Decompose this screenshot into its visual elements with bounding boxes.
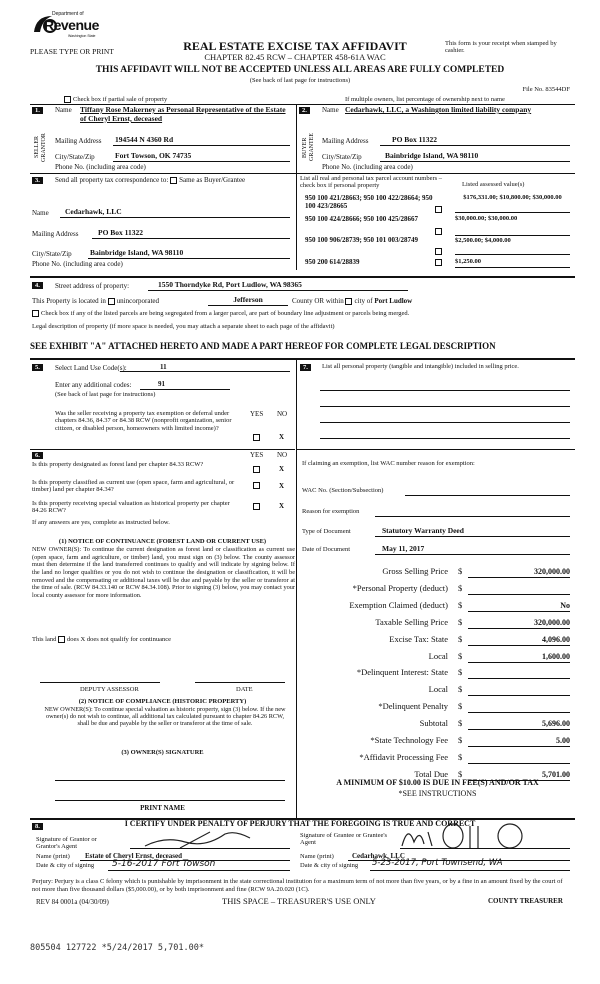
tax-row-currency: $ (458, 616, 463, 627)
historic-yes-checkbox[interactable] (253, 503, 260, 510)
claiming-exemption-label: If claiming an exemption, list WAC number reason for exemption: (302, 460, 475, 467)
tax-row-label: Local (428, 650, 448, 661)
tax-row-line (468, 763, 570, 764)
tax-row-currency: $ (458, 582, 463, 593)
doc-type-label: Type of Document (302, 528, 351, 535)
tax-row-label: *Delinquent Penalty (378, 701, 448, 712)
please-type: PLEASE TYPE OR PRINT (30, 47, 114, 56)
grantor-date-label: Date & city of signing (36, 862, 95, 869)
parcel-2-personal-checkbox[interactable] (435, 228, 442, 235)
form-chapter: CHAPTER 82.45 RCW – CHAPTER 458-61A WAC (204, 52, 386, 62)
rev-label: REV 84 0001a (04/30/09) (36, 898, 109, 906)
s5-no: NO (277, 410, 288, 418)
tax-row-line (468, 678, 570, 679)
tax-row-label: Gross Selling Price (382, 566, 448, 576)
seller-name[interactable]: Tiffany Rose Makerney as Personal Representative of the Estate of Cheryl Ernst, deceased (80, 105, 286, 123)
tax-row-currency: $ (458, 667, 463, 678)
tax-row-line (468, 712, 570, 713)
dor-logo (30, 10, 100, 40)
tax-row-value[interactable]: 5,696.00 (542, 719, 570, 729)
cashier-stamp: 805504 127722 *5/24/2017 5,701.00* (30, 943, 204, 953)
send-correspondence: Send all property tax correspondence to: Same as Buyer/Grantee (55, 176, 246, 184)
same-as-buyer-checkbox[interactable] (170, 177, 177, 184)
tax-row-currency: $ (458, 768, 463, 779)
doc-date-label: Date of Document (302, 546, 351, 553)
located-line: This Property is located in unincorporated (32, 297, 160, 305)
minimum-fee-note: A MINIMUM OF $10.00 IS DUE IN FEE(S) AND/OR TAX (336, 778, 539, 787)
owner-signature-label: (3) OWNER(S) SIGNATURE (121, 749, 204, 756)
tax-row-currency: $ (458, 718, 463, 729)
seller-addr[interactable]: 194544 N 4360 Rd (115, 135, 174, 144)
buyer-city-label: City/State/Zip (322, 153, 362, 161)
treasurer-note: THIS SPACE – TREASURER'S USE ONLY (222, 896, 376, 906)
city-of-checkbox[interactable] (345, 298, 352, 305)
seller-side-label: SELLER GRANTOR (34, 133, 47, 162)
grantee-name[interactable]: Cedarhawk, LLC (352, 852, 405, 860)
personal-property-label: List all personal property (tangible and intangible) included in selling price. (322, 363, 519, 370)
grantor-name-label: Name (print) (36, 853, 70, 860)
tax-row-value[interactable]: 5.00 (556, 736, 570, 745)
tax-row-value[interactable]: 320,000.00 (534, 617, 570, 627)
q-current-use: Is this property classified as current use (open space, farm and agricultural, or timber) land per chapter 84.34? (32, 479, 235, 494)
parcel-acct-4[interactable]: 950 200 614/28839 (305, 258, 360, 266)
s3-addr-label: Mailing Address (32, 230, 79, 238)
segregated-checkbox[interactable] (32, 310, 39, 317)
exhibit-note: SEE EXHIBIT "A" ATTACHED HERETO AND MADE A PART HEREOF FOR COMPLETE LEGAL DESCRIPTION (30, 341, 496, 351)
notice-continuance-body: NEW OWNER(S): To continue the current designation as forest land or classification as current use (open space, farm and agriculture, or timber) land, you must sign on (3) below. The county assessor must then determine if the land transferred continues to qualify and will indicate by signing below. If the land no longer qualifies or you do not wish to continue the designation or classification, it will be removed and the compensating or additional taxes will be due and payable by the seller or transferor at the time of sale. (RCW 84.33.140 or RCW 84.34.108). Prior to signing (3) below, you may contact your local county assessor for more information. (32, 546, 295, 600)
section-2-number: 2. (299, 106, 310, 114)
tax-row-currency: $ (458, 735, 463, 745)
street-label: Street address of property: (55, 282, 130, 290)
s5-yes: YES (250, 410, 264, 418)
section-1-number: 1. (32, 106, 43, 114)
county-name[interactable]: Jefferson (233, 295, 263, 304)
street-address[interactable]: 1550 Thorndyke Rd, Port Ludlow, WA 98365 (158, 280, 302, 289)
forest-no-answer[interactable]: X (279, 465, 285, 473)
tax-row-currency: $ (458, 633, 463, 644)
seller-phone-label: Phone No. (including area code) (55, 163, 146, 171)
section-8-number: 8. (32, 822, 43, 830)
tax-row-line (468, 746, 570, 747)
reason-label: Reason for exemption (302, 508, 360, 515)
tax-row-label: Local (428, 684, 448, 695)
grantor-name[interactable]: Estate of Cheryl Ernst, deceased (85, 852, 183, 860)
print-name-label: PRINT NAME (140, 804, 185, 812)
warning: THIS AFFIDAVIT WILL NOT BE ACCEPTED UNLESS ALL AREAS ARE FULLY COMPLETED (95, 65, 505, 75)
buyer-city[interactable]: Bainbridge Island, WA 98110 (385, 151, 479, 160)
section-7-number: 7. (300, 363, 311, 371)
perjury-note: Perjury: Perjury is a class C felony which is punishable by imprisonment in the state correctional institution for a maximum term of not more than five years, or by a fine in an amount fixed by the court of not more than five thousand dollars ($5,000.00), or by both imprisonment and fine (RCW 9A.20.020 (1C). (32, 878, 563, 894)
seller-addr-label: Mailing Address (55, 137, 102, 145)
parcel-value-1[interactable]: $176,331.00; $10,800.00; $30,000.00 (463, 194, 562, 201)
grantee-date-city[interactable]: 5-23-2017, Port Townsend, WA (372, 858, 503, 868)
legal-description-label: Legal description of property (if more space is needed, you may attach a separate sheet to each page of the affidavit) (32, 323, 335, 330)
grantee-date-label: Date & city of signing (300, 862, 359, 869)
notice-compliance-body: NEW OWNER(S): To continue special valuation as historic property, sign (3) below. If the new owner(s) do not wish to continue, all additional tax calculated pursuant to chapter 84.26 RCW, shall be due and payable by the seller or transferor at the time of sale. (44, 706, 286, 728)
section-4-number: 4. (32, 281, 43, 289)
buyer-side-label: BUYER GRANTEE (302, 133, 315, 162)
date-label: DATE (236, 686, 253, 693)
unincorporated-checkbox[interactable] (108, 298, 115, 305)
tax-row-label: Taxable Selling Price (375, 616, 448, 627)
seller-name-label: Name (55, 106, 72, 114)
parcel-3-personal-checkbox[interactable] (435, 248, 442, 255)
tax-row-label: Subtotal (419, 718, 448, 729)
logo-dept: Department of (52, 11, 84, 17)
tax-row-label: Total Due (414, 768, 448, 779)
tax-row-label: *Delinquent Interest: State (356, 667, 448, 678)
section-5-number: 5. (32, 363, 43, 371)
s3-phone-label: Phone No. (including area code) (32, 260, 123, 268)
land-use-label: Select Land Use Code(s): (55, 364, 127, 372)
q-historic: Is this property receiving special valuation as historical property per chapter 84.26 RCW? (32, 500, 230, 515)
receipt-note: This form is your receipt when stamped by cashier. (445, 40, 557, 55)
additional-codes-label: Enter any additional codes: (55, 381, 132, 389)
parcel-acct-2[interactable]: 950 100 424/28666; 950 100 425/28667 (305, 215, 418, 223)
tax-row-value[interactable]: No (560, 600, 570, 610)
buyer-phone-label: Phone No. (including area code) (322, 163, 413, 171)
notice-continuance-title: (1) NOTICE OF CONTINUANCE (FOREST LAND OR CURRENT USE) (58, 538, 267, 545)
county-or-within: County OR within city of Port Ludlow (292, 297, 413, 305)
seller-city[interactable]: Fort Towson, OK 74735 (115, 151, 192, 160)
s5-see-back: (See back of last page for instructions) (55, 391, 156, 398)
forest-yes-checkbox[interactable] (253, 466, 260, 473)
doc-type[interactable]: Statutory Warranty Deed (382, 526, 464, 535)
s6-yes: YES (250, 451, 264, 459)
logo-state: Washington State (68, 34, 96, 38)
section-3-number: 3. (32, 176, 43, 184)
tax-row-label: *State Technology Fee (370, 735, 448, 745)
exemption-question: Was the seller receiving a property tax exemption or deferral under chapters 84.36, 84.37 or 84.38 RCW (nonprofit organization, senior citizen, or disabled person, homeowners with limited income)? (55, 410, 232, 432)
tax-row-currency: $ (458, 566, 463, 576)
parcel-acct-1[interactable]: 950 100 421/28663; 950 100 422/28664; 950 100 423/28665 (305, 194, 433, 211)
s3-city[interactable]: Bainbridge Island, WA 98110 (90, 248, 184, 257)
tax-row-currency: $ (458, 599, 463, 610)
exemption-yes-checkbox[interactable] (253, 434, 260, 441)
doc-date[interactable]: May 11, 2017 (382, 544, 425, 553)
buyer-addr-label: Mailing Address (322, 137, 369, 145)
seller-city-label: City/State/Zip (55, 153, 95, 161)
tax-row-currency: $ (458, 684, 463, 695)
grantor-date-city[interactable]: 5-16-2017 Fort Towson (112, 859, 216, 869)
certify-statement: I CERTIFY UNDER PENALTY OF PERJURY THAT THE FOREGOING IS TRUE AND CORRECT (124, 819, 476, 828)
tax-row-value[interactable]: 1,600.00 (542, 651, 570, 661)
city-name[interactable]: Port Ludlow (374, 297, 413, 305)
does-qualify-checkbox[interactable] (58, 636, 65, 643)
segregated-line: Check box if any of the listed parcels are being segregated from a larger parcel, are part of boundary line adjustment or parcels being merged. (32, 310, 409, 317)
tax-row-currency: $ (458, 701, 463, 712)
parcels-header: List all real and personal tax parcel account numbers – check box if personal property (300, 175, 443, 190)
tax-row-line (468, 729, 570, 730)
land-use-code[interactable]: 11 (160, 363, 167, 371)
s6-no: NO (277, 451, 288, 459)
tax-row-line (468, 695, 570, 696)
parcel-acct-3[interactable]: 950 100 906/28739; 950 101 003/28749 (305, 236, 418, 244)
buyer-addr[interactable]: PO Box 11322 (392, 135, 438, 144)
tax-row-line (468, 577, 570, 578)
tax-row-line (468, 594, 570, 595)
tax-row-label: Excise Tax: State (389, 633, 448, 644)
s3-addr[interactable]: PO Box 11322 (98, 228, 144, 237)
see-back: (See back of last page for instructions) (249, 77, 351, 84)
s3-name[interactable]: Cedarhawk, LLC (65, 207, 122, 216)
if-yes-note: If any answers are yes, complete as instructed below. (32, 519, 170, 526)
tax-row-line (468, 628, 570, 629)
historic-no-answer[interactable]: X (279, 502, 285, 510)
grantee-sig-label: Signature of Grantee or Grantee's Agent (300, 832, 388, 847)
section-6-number: 6. (32, 451, 43, 459)
assessed-header: Listed assessed value(s) (462, 181, 525, 188)
parcel-value-2[interactable]: $30,000.00; $30,000.00 (455, 215, 518, 222)
parcel-4-personal-checkbox[interactable] (435, 259, 442, 266)
grantor-sig-label: Signature of Grantor or Grantor's Agent (36, 836, 97, 851)
form-title: REAL ESTATE EXCISE TAX AFFIDAVIT (183, 39, 407, 53)
s3-name-label: Name (32, 209, 49, 217)
parcel-value-3[interactable]: $2,500.00; $4,000.00 (455, 237, 511, 244)
current-use-yes-checkbox[interactable] (253, 482, 260, 489)
wac-label: WAC No. (Section/Subsection) (302, 487, 384, 494)
notice-compliance-title: (2) NOTICE OF COMPLIANCE (HISTORIC PROPERTY) (78, 698, 247, 705)
parcel-value-4[interactable]: $1,250.00 (455, 258, 481, 265)
tax-row-currency: $ (458, 650, 463, 661)
exemption-no-answer[interactable]: X (279, 433, 285, 441)
logo-name: Revenue (44, 17, 99, 33)
see-instructions: *SEE INSTRUCTIONS (398, 789, 477, 798)
county-treasurer-label: COUNTY TREASURER (488, 897, 563, 905)
tax-row-value[interactable]: 5,701.00 (542, 769, 570, 779)
buyer-name-label: Name (322, 106, 339, 114)
multi-owner-note: If multiple owners, list percentage of ownership next to name (345, 96, 505, 103)
partial-sale-checkbox[interactable] (64, 96, 71, 103)
deputy-assessor-label: DEPUTY ASSESSOR (80, 686, 139, 693)
tax-row-line (468, 662, 570, 663)
tax-row-label: *Affidavit Processing Fee (359, 751, 448, 762)
s3-city-label: City/State/Zip (32, 250, 72, 258)
tax-row-value[interactable]: 320,000.00 (534, 567, 570, 576)
this-land-line: This land does X does not qualify for continuance (32, 636, 171, 643)
tax-row-label: *Personal Property (deduct) (352, 582, 448, 593)
tax-row-label: Exemption Claimed (deduct) (349, 599, 448, 610)
current-use-no-answer[interactable]: X (279, 482, 285, 490)
buyer-name[interactable]: Cedarhawk, LLC, a Washington limited liability company (345, 105, 532, 114)
q-forest: Is this property designated as forest land per chapter 84.33 RCW? (32, 461, 204, 468)
tax-row-value[interactable]: 4,096.00 (542, 634, 570, 644)
tax-row-line (468, 645, 570, 646)
tax-row-line (468, 611, 570, 612)
tax-row-currency: $ (458, 751, 463, 762)
additional-codes[interactable]: 91 (158, 380, 165, 388)
file-no: File No. 83544DF (522, 86, 570, 93)
parcel-1-personal-checkbox[interactable] (435, 206, 442, 213)
grantee-name-label: Name (print) (300, 853, 334, 860)
partial-sale[interactable]: Check box if partial sale of property (64, 96, 167, 103)
